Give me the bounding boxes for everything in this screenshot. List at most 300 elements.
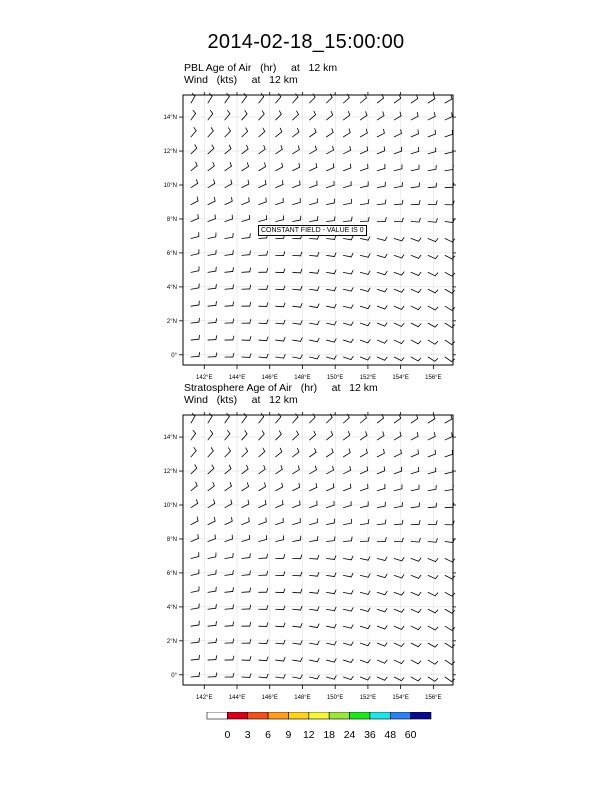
wind-barb	[276, 606, 285, 610]
wind-barb	[326, 556, 335, 560]
wind-barb	[208, 215, 215, 222]
wind-barb	[360, 129, 367, 137]
wind-barb	[428, 609, 438, 613]
wind-barb	[293, 252, 302, 256]
wind-barb	[428, 357, 438, 361]
wind-barb	[428, 340, 438, 344]
wind-barb	[343, 217, 352, 222]
wind-barb	[225, 465, 231, 474]
wind-barb	[310, 675, 320, 679]
wind-barb	[259, 465, 265, 473]
wind-barb	[242, 336, 251, 340]
wind-barb	[360, 591, 370, 594]
wind-barb	[225, 180, 232, 188]
wind-barb	[326, 607, 336, 611]
wind-barb	[242, 354, 251, 358]
y-tick-label: 6°N	[166, 250, 177, 257]
wind-barb	[293, 501, 300, 508]
wind-barb	[326, 164, 333, 171]
wind-barb	[208, 197, 215, 204]
colorbar-label: 18	[323, 729, 336, 741]
wind-barb	[411, 677, 421, 681]
wind-barb	[293, 641, 302, 645]
wind-barb	[276, 181, 283, 188]
x-tick-label: 144°E	[228, 695, 246, 701]
wind-barb	[259, 337, 268, 341]
wind-barb	[225, 517, 232, 524]
wind-barb	[242, 535, 250, 541]
wind-barb	[394, 272, 404, 275]
wind-barb	[293, 431, 299, 440]
wind-barb	[191, 482, 197, 491]
wind-barb	[208, 448, 213, 457]
wind-barb	[259, 303, 268, 307]
wind-barb	[225, 197, 232, 204]
wind-barb	[259, 571, 268, 575]
wind-barb	[428, 112, 435, 120]
wind-barb	[377, 289, 387, 292]
wind-barb	[208, 500, 215, 508]
wind-barb	[191, 335, 200, 340]
wind-barb	[377, 538, 386, 542]
wind-barb	[377, 557, 387, 560]
wind-barb	[343, 519, 351, 524]
wind-barb	[377, 271, 387, 274]
wind-barb	[208, 465, 214, 474]
wind-barb	[360, 660, 370, 663]
wind-barb	[191, 465, 197, 474]
wind-barb	[428, 289, 438, 293]
wind-barb	[377, 520, 386, 525]
wind-barb	[276, 657, 285, 661]
wind-barb	[242, 431, 247, 440]
wind-barb	[259, 431, 264, 440]
wind-barb	[445, 130, 453, 137]
y-tick-label: 4°N	[166, 284, 177, 291]
wind-barb	[310, 483, 317, 490]
wind-barb	[343, 484, 350, 491]
y-tick-label: 12°N	[163, 149, 177, 156]
wind-barb	[360, 432, 367, 440]
wind-barb	[310, 111, 316, 120]
wind-barb	[276, 216, 284, 222]
wind-barb	[310, 641, 320, 645]
wind-barb	[343, 288, 353, 292]
wind-barb	[326, 356, 336, 359]
wind-barb	[343, 146, 350, 153]
wind-barb	[191, 552, 199, 558]
wind-barb	[310, 338, 320, 342]
wind-barb	[377, 660, 387, 663]
wind-barb	[276, 286, 285, 290]
panel-1-subtitle-1: PBL Age of Air (hr) at 12 km	[184, 62, 338, 74]
wind-barb	[225, 622, 234, 626]
wind-barb	[276, 572, 285, 576]
wind-barb	[343, 502, 351, 508]
wind-barb	[394, 592, 404, 595]
wind-barb	[242, 622, 251, 626]
wind-barb	[310, 321, 320, 325]
colorbar-box	[350, 712, 370, 719]
wind-barb	[360, 94, 366, 103]
wind-barb	[360, 557, 370, 561]
wind-barb	[343, 356, 353, 359]
wind-barb	[259, 128, 265, 137]
page-title: 2014-02-18_15:00:00	[207, 31, 405, 53]
wind-barb	[360, 112, 367, 120]
wind-barb	[411, 432, 418, 440]
wind-barb	[208, 482, 214, 490]
wind-barb	[343, 625, 353, 628]
wind-barb	[326, 519, 334, 525]
wind-barb	[428, 148, 436, 154]
wind-barb	[343, 199, 351, 204]
wind-barb	[428, 592, 438, 595]
wind-barb	[293, 198, 301, 204]
wind-barb	[259, 111, 264, 120]
y-tick-label: 14°N	[163, 115, 177, 122]
wind-barb	[242, 319, 251, 323]
wind-barb	[191, 267, 199, 273]
constant-field-annotation: CONSTANT FIELD - VALUE IS 0	[258, 225, 367, 236]
wind-barb	[445, 450, 453, 457]
wind-barb	[360, 147, 367, 154]
wind-barb	[326, 590, 336, 594]
wind-barb	[343, 129, 350, 137]
x-tick-label: 156°E	[425, 695, 442, 701]
wind-barb	[394, 112, 401, 120]
wind-barb	[242, 448, 248, 457]
y-tick-label: 14°N	[163, 435, 177, 442]
wind-barb	[428, 323, 438, 327]
wind-barb	[343, 270, 353, 274]
wind-barb	[310, 146, 317, 154]
wind-barb	[208, 110, 213, 120]
wind-barb	[276, 252, 285, 256]
wind-barb	[377, 484, 385, 490]
y-tick-label: 8°N	[166, 536, 177, 543]
wind-barb	[326, 431, 332, 440]
wind-barb	[445, 95, 452, 103]
wind-barb	[428, 130, 435, 137]
wind-barb	[276, 198, 284, 204]
wind-barb	[191, 655, 200, 660]
wind-barb	[208, 587, 216, 592]
wind-barb	[259, 251, 268, 255]
x-tick-label: 152°E	[359, 375, 377, 381]
wind-barb	[360, 449, 367, 457]
wind-barb	[259, 554, 268, 558]
wind-barb	[208, 517, 215, 524]
wind-barb	[225, 553, 233, 558]
wind-barb	[310, 355, 320, 359]
wind-barb	[394, 643, 404, 646]
wind-barb	[428, 503, 437, 508]
wind-barb	[293, 338, 303, 342]
wind-barb	[242, 234, 251, 239]
wind-barb	[360, 625, 370, 628]
wind-barb	[326, 253, 335, 257]
wind-barb	[242, 639, 251, 643]
wind-barb	[208, 656, 217, 660]
wind-barb	[242, 674, 251, 678]
wind-barb	[326, 573, 335, 577]
wind-barb	[326, 236, 335, 240]
wind-barb	[326, 146, 333, 154]
wind-barb	[259, 320, 268, 324]
wind-barb	[191, 447, 196, 456]
colorbar-label: 0	[224, 729, 231, 741]
wind-barb	[394, 626, 404, 629]
wind-barb	[411, 660, 421, 664]
colorbar-label: 9	[285, 729, 292, 741]
wind-barb	[293, 111, 299, 120]
wind-barb	[411, 165, 419, 171]
colorbar-box	[288, 712, 308, 719]
panel-2-subtitle-2: Wind (kts) at 12 km	[184, 394, 298, 406]
wind-barb	[360, 520, 368, 525]
wind-barb	[326, 270, 336, 274]
wind-barb	[377, 414, 383, 423]
wind-barb	[343, 236, 353, 240]
wind-barb	[377, 677, 387, 680]
wind-barb	[259, 623, 268, 627]
wind-barb	[191, 197, 198, 205]
wind-barb	[225, 215, 233, 222]
colorbar-label: 48	[384, 729, 397, 741]
wind-barb	[191, 179, 198, 187]
wind-barb	[377, 643, 387, 646]
wind-barb	[411, 467, 419, 473]
wind-barb	[310, 128, 317, 136]
wind-barb	[377, 112, 384, 120]
wind-barb	[225, 302, 234, 306]
wind-barb	[191, 621, 199, 626]
y-tick-label: 10°N	[163, 503, 177, 509]
wind-barb	[411, 323, 421, 327]
wind-barb	[191, 587, 199, 593]
wind-barb	[191, 301, 199, 306]
wind-barb	[276, 269, 285, 273]
wind-barb	[377, 449, 384, 457]
wind-barb	[208, 128, 213, 137]
wind-barb	[326, 659, 336, 662]
wind-barb	[293, 128, 299, 137]
wind-barb	[293, 448, 299, 457]
wind-barb	[225, 430, 230, 439]
wind-barb	[276, 554, 285, 558]
wind-barb	[191, 250, 199, 256]
wind-barb	[377, 254, 387, 257]
wind-barb	[360, 200, 368, 205]
wind-barb	[343, 339, 353, 342]
wind-barb	[225, 587, 234, 592]
wind-barb	[411, 200, 420, 204]
wind-barb	[377, 467, 384, 474]
wind-barb	[377, 237, 387, 240]
wind-barb	[428, 626, 438, 630]
wind-barb	[411, 289, 421, 292]
x-tick-label: 148°E	[294, 375, 311, 381]
wind-barb	[445, 183, 454, 187]
wind-barb	[394, 575, 404, 578]
wind-barb	[360, 608, 370, 611]
wind-barb	[242, 302, 251, 306]
wind-barb	[394, 340, 404, 343]
wind-barb	[225, 162, 232, 170]
wind-barb	[394, 238, 404, 241]
colorbar-box	[411, 712, 431, 719]
wind-barb	[360, 305, 370, 308]
wind-barb	[343, 305, 353, 308]
wind-barb	[394, 306, 404, 309]
wind-barb	[293, 146, 300, 154]
wind-barb	[225, 353, 234, 357]
colorbar-box	[309, 712, 329, 719]
y-tick-label: 8°N	[166, 216, 177, 223]
wind-barb	[326, 111, 332, 120]
wind-barb	[225, 535, 233, 542]
wind-barb	[377, 164, 385, 170]
wind-barb	[310, 501, 318, 508]
wind-barb	[225, 500, 232, 508]
y-tick-label: 2°N	[166, 638, 177, 645]
wind-barb	[394, 200, 403, 204]
wind-barb	[225, 673, 234, 677]
wind-barb	[259, 216, 267, 222]
wind-barb	[360, 414, 366, 423]
wind-barb	[310, 624, 320, 628]
wind-barb	[259, 285, 268, 289]
wind-barb	[411, 609, 421, 612]
wind-barb	[360, 467, 367, 474]
wind-barb	[225, 128, 231, 137]
wind-barb	[276, 623, 285, 627]
wind-barb	[394, 415, 400, 423]
wind-barb	[377, 591, 387, 594]
wind-barb	[208, 535, 215, 542]
wind-barb	[208, 621, 217, 626]
wind-barb	[326, 466, 333, 474]
wind-barb	[343, 642, 353, 645]
x-tick-label: 142°E	[196, 695, 213, 701]
wind-barb	[191, 517, 198, 525]
wind-barb	[360, 502, 368, 508]
wind-barb	[326, 199, 334, 205]
wind-barb	[259, 605, 268, 609]
x-tick-label: 152°E	[359, 695, 377, 701]
wind-barb	[276, 303, 285, 307]
wind-barb	[293, 658, 303, 662]
wind-barb	[411, 238, 421, 241]
colorbar	[200, 712, 440, 742]
wind-barb	[242, 145, 248, 154]
wind-barb	[276, 448, 282, 457]
wind-barb	[394, 95, 400, 103]
wind-barb	[242, 588, 251, 592]
wind-barb	[208, 553, 216, 559]
wind-barb	[394, 357, 404, 361]
wind-barb	[276, 111, 282, 120]
wind-barb	[428, 450, 435, 457]
x-tick-label: 146°E	[261, 695, 278, 701]
y-tick-label: 4°N	[166, 604, 177, 611]
wind-barb	[276, 431, 282, 440]
wind-barb	[428, 677, 438, 681]
wind-barb	[428, 485, 436, 490]
wind-barb	[377, 626, 387, 629]
wind-barb	[293, 269, 302, 273]
wind-barb	[293, 518, 301, 524]
wind-barb	[428, 306, 438, 310]
x-tick-label: 156°E	[425, 375, 442, 381]
wind-barb	[428, 238, 438, 241]
colorbar-box	[390, 712, 410, 719]
wind-barb	[326, 304, 336, 308]
wind-barb	[428, 201, 437, 205]
wind-barb	[208, 430, 213, 440]
wind-barb	[242, 268, 251, 272]
wind-barb	[411, 306, 421, 309]
wind-barb	[360, 164, 368, 171]
wind-barb	[360, 574, 370, 578]
wind-barb	[360, 182, 368, 188]
wind-barb	[310, 590, 319, 594]
wind-barb	[343, 676, 353, 679]
wind-barb	[343, 466, 350, 473]
wind-barb	[208, 301, 217, 306]
wind-barb	[310, 181, 318, 188]
wind-barb	[411, 255, 421, 258]
wind-barb	[377, 94, 383, 103]
wind-barb	[343, 449, 350, 457]
wind-barb	[343, 659, 353, 662]
wind-barb	[276, 146, 283, 154]
wind-barb	[326, 339, 336, 342]
wind-barb	[343, 253, 353, 257]
wind-barb	[310, 466, 317, 474]
wind-barb	[394, 255, 404, 258]
wind-barb	[326, 676, 336, 679]
wind-barb	[208, 336, 217, 340]
wind-barb	[394, 558, 404, 561]
y-tick-label: 12°N	[163, 469, 177, 476]
wind-barb	[428, 415, 435, 423]
colorbar-box	[248, 712, 268, 719]
wind-barb	[377, 129, 384, 137]
wind-barb	[208, 162, 214, 170]
wind-barb	[428, 432, 435, 440]
wind-barb	[326, 501, 334, 507]
wind-barb	[394, 432, 401, 440]
wind-barb	[293, 355, 303, 359]
wind-barb	[428, 165, 436, 170]
wind-barb	[411, 147, 419, 153]
wind-barb	[310, 658, 320, 662]
wind-barb	[259, 180, 266, 187]
wind-barb	[310, 304, 320, 308]
wind-barb	[259, 500, 266, 507]
wind-barb	[259, 448, 265, 457]
wind-barb	[428, 468, 436, 474]
colorbar-label: 36	[364, 729, 376, 741]
wind-barb	[225, 267, 234, 272]
wind-barb	[377, 574, 387, 577]
wind-barb	[276, 536, 284, 542]
colorbar-label: 12	[302, 729, 315, 741]
wind-barb	[428, 575, 438, 578]
colorbar-label: 6	[265, 729, 272, 741]
